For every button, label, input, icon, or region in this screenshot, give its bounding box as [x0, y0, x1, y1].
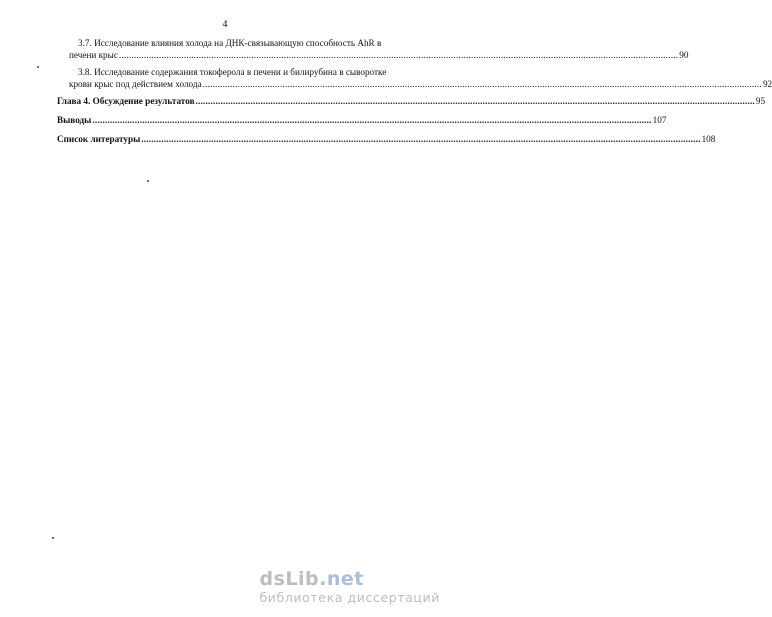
dot-leader: ................................................................................................................................................................................................................................: [92, 115, 652, 125]
page-number: 4: [222, 19, 228, 30]
toc-entry-title: Глава 4. Обсуждение результатов: [57, 96, 195, 106]
toc-entry-title-end: крови крыс под действием холода: [69, 79, 202, 89]
table-of-contents: [57, 37, 772, 152]
toc-entry-references[interactable]: [57, 133, 716, 145]
toc-page-number: 108: [701, 134, 716, 144]
toc-entry-3-8[interactable]: [57, 66, 772, 90]
toc-entry-title: Выводы: [57, 115, 92, 125]
toc-entry-title-end: печени крыс: [69, 50, 118, 60]
dot-leader: ................................................................................................................................................................................................................................: [195, 96, 755, 106]
toc-page-number: 107: [652, 115, 667, 125]
toc-page-number: 92: [762, 79, 772, 89]
toc-entry-title-line: 3.7. Исследование влияния холода на ДНК-связывающую способность AhR в: [78, 38, 382, 48]
watermark-tagline: библиотека диссертаций: [259, 590, 440, 605]
dot-leader: ................................................................................................................................................................................................................................: [118, 50, 679, 60]
scan-speck: [37, 66, 39, 68]
watermark-brand-main: dsLib: [259, 568, 320, 590]
dot-leader: ................................................................................................................................................................................................................................: [141, 134, 701, 144]
watermark: [260, 568, 441, 605]
watermark-brand-suffix: .net: [319, 568, 364, 590]
dot-leader: ................................................................................................................................................................................................................................: [202, 79, 762, 89]
toc-page-number: 95: [755, 96, 766, 106]
toc-entry-title: Список литературы: [57, 134, 141, 144]
toc-entry-title-line: 3.8. Исследование содержания токоферола в печени и билирубина в сыворотке: [78, 67, 387, 77]
toc-entry-conclusions[interactable]: [57, 114, 667, 126]
toc-entry-3-7[interactable]: [57, 37, 689, 61]
toc-page-number: 90: [679, 50, 689, 60]
scan-speck: [147, 180, 149, 182]
toc-entry-chapter-4[interactable]: [57, 95, 766, 107]
scan-speck: [52, 537, 54, 539]
watermark-logo: [260, 568, 441, 590]
